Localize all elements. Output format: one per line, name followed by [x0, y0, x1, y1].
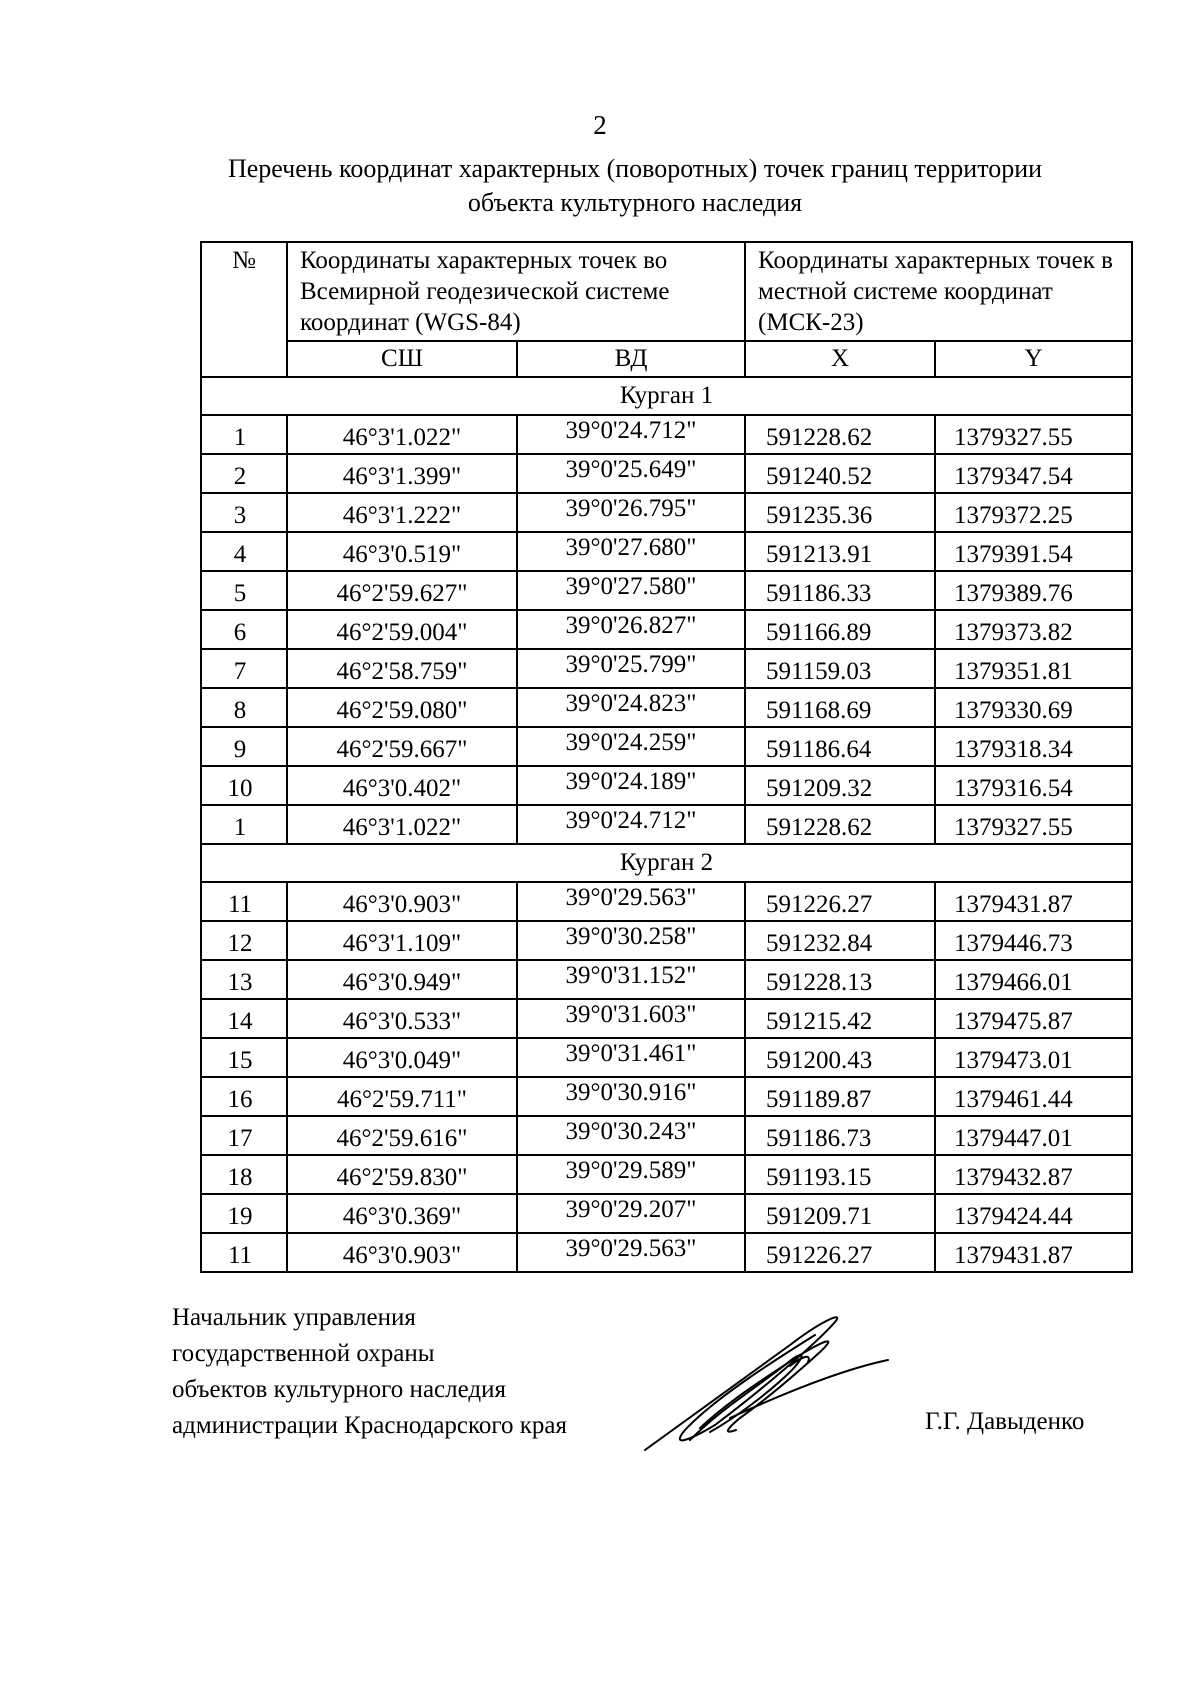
group-title: Курган 2 — [201, 844, 1132, 882]
x-coordinate-cell: 591186.73 — [745, 1116, 935, 1155]
table-row — [201, 532, 1132, 571]
latitude-cell: 46°2'59.627" — [287, 571, 517, 610]
latitude-cell: 46°3'0.402" — [287, 766, 517, 805]
signatory-position-line: администрации Краснодарского края — [172, 1412, 568, 1439]
longitude-cell: 39°0'25.799" — [517, 649, 745, 688]
table-row — [201, 1038, 1132, 1077]
table-row — [201, 415, 1132, 454]
y-coordinate-cell: 1379372.25 — [935, 493, 1132, 532]
point-number-cell: 2 — [201, 454, 287, 493]
point-number-cell: 18 — [201, 1155, 287, 1194]
page-number: 2 — [593, 110, 607, 140]
table-row — [201, 727, 1132, 766]
longitude-cell: 39°0'24.712" — [517, 805, 745, 844]
y-coordinate-cell: 1379347.54 — [935, 454, 1132, 493]
y-coordinate-cell: 1379475.87 — [935, 999, 1132, 1038]
signatory-position-line: объектов культурного наследия — [172, 1376, 506, 1403]
latitude-cell: 46°3'1.022" — [287, 805, 517, 844]
x-coordinate-cell: 591189.87 — [745, 1077, 935, 1116]
longitude-cell: 39°0'26.827" — [517, 610, 745, 649]
y-coordinate-cell: 1379446.73 — [935, 921, 1132, 960]
x-coordinate-cell: 591186.64 — [745, 727, 935, 766]
x-coordinate-cell: 591228.62 — [745, 805, 935, 844]
table-row — [201, 1155, 1132, 1194]
x-coordinate-cell: 591228.62 — [745, 415, 935, 454]
point-number-cell: 6 — [201, 610, 287, 649]
y-coordinate-cell: 1379330.69 — [935, 688, 1132, 727]
point-number-cell: 11 — [201, 882, 287, 921]
point-number-cell: 19 — [201, 1194, 287, 1233]
x-coordinate-cell: 591166.89 — [745, 610, 935, 649]
y-coordinate-cell: 1379461.44 — [935, 1077, 1132, 1116]
signatory-position — [172, 1300, 672, 1444]
y-coordinate-cell: 1379327.55 — [935, 805, 1132, 844]
latitude-cell: 46°3'0.369" — [287, 1194, 517, 1233]
table-row — [201, 1116, 1132, 1155]
point-number-cell: 1 — [201, 805, 287, 844]
x-coordinate-cell: 591209.71 — [745, 1194, 935, 1233]
handwritten-signature — [640, 1300, 900, 1460]
y-coordinate-cell: 1379327.55 — [935, 415, 1132, 454]
x-coordinate-cell: 591213.91 — [745, 532, 935, 571]
header-wgs-coordinates: Координаты характерных точек во Всемирной геодезической системе координат (WGS-84) — [287, 242, 745, 341]
longitude-cell: 39°0'27.580" — [517, 571, 745, 610]
longitude-cell: 39°0'24.712" — [517, 415, 745, 454]
latitude-cell: 46°2'59.667" — [287, 727, 517, 766]
document-title-line-2: объекта культурного наследия — [467, 188, 803, 217]
latitude-cell: 46°3'0.533" — [287, 999, 517, 1038]
x-coordinate-cell: 591193.15 — [745, 1155, 935, 1194]
x-coordinate-cell: 591168.69 — [745, 688, 935, 727]
point-number-cell: 17 — [201, 1116, 287, 1155]
table-row — [201, 805, 1132, 844]
y-coordinate-cell: 1379424.44 — [935, 1194, 1132, 1233]
table-row — [201, 454, 1132, 493]
table-row — [201, 688, 1132, 727]
header-x: X — [745, 341, 935, 377]
header-msk-coordinates: Координаты характерных точек в местной системе координат (МСК-23) — [745, 242, 1132, 341]
x-coordinate-cell: 591159.03 — [745, 649, 935, 688]
x-coordinate-cell: 591186.33 — [745, 571, 935, 610]
point-number-cell: 10 — [201, 766, 287, 805]
y-coordinate-cell: 1379473.01 — [935, 1038, 1132, 1077]
longitude-cell: 39°0'26.795" — [517, 493, 745, 532]
longitude-cell: 39°0'31.461" — [517, 1038, 745, 1077]
latitude-cell: 46°2'59.004" — [287, 610, 517, 649]
longitude-cell: 39°0'29.563" — [517, 1233, 745, 1272]
point-number-cell: 11 — [201, 1233, 287, 1272]
table-row — [201, 649, 1132, 688]
point-number-cell: 7 — [201, 649, 287, 688]
latitude-cell: 46°3'0.049" — [287, 1038, 517, 1077]
point-number-cell: 13 — [201, 960, 287, 999]
y-coordinate-cell: 1379373.82 — [935, 610, 1132, 649]
coordinates-table — [200, 241, 1133, 1273]
y-coordinate-cell: 1379431.87 — [935, 1233, 1132, 1272]
longitude-cell: 39°0'24.823" — [517, 688, 745, 727]
latitude-cell: 46°3'1.399" — [287, 454, 517, 493]
group-title: Курган 1 — [201, 377, 1132, 415]
header-number: № — [201, 242, 287, 377]
longitude-cell: 39°0'31.603" — [517, 999, 745, 1038]
x-coordinate-cell: 591240.52 — [745, 454, 935, 493]
y-coordinate-cell: 1379447.01 — [935, 1116, 1132, 1155]
table-row — [201, 493, 1132, 532]
longitude-cell: 39°0'30.258" — [517, 921, 745, 960]
table-row — [201, 921, 1132, 960]
x-coordinate-cell: 591235.36 — [745, 493, 935, 532]
y-coordinate-cell: 1379391.54 — [935, 532, 1132, 571]
y-coordinate-cell: 1379431.87 — [935, 882, 1132, 921]
y-coordinate-cell: 1379466.01 — [935, 960, 1132, 999]
point-number-cell: 12 — [201, 921, 287, 960]
table-row — [201, 1194, 1132, 1233]
longitude-cell: 39°0'29.589" — [517, 1155, 745, 1194]
x-coordinate-cell: 591232.84 — [745, 921, 935, 960]
signatory-position-line: Начальник управления — [172, 1304, 416, 1331]
table-body — [201, 377, 1132, 1272]
header-longitude: ВД — [517, 341, 745, 377]
latitude-cell: 46°3'0.903" — [287, 1233, 517, 1272]
table-row — [201, 1233, 1132, 1272]
longitude-cell: 39°0'29.563" — [517, 882, 745, 921]
latitude-cell: 46°2'59.711" — [287, 1077, 517, 1116]
document-title-line-1: Перечень координат характерных (поворотных) точек границ территории — [227, 154, 1043, 183]
y-coordinate-cell: 1379351.81 — [935, 649, 1132, 688]
latitude-cell: 46°2'59.616" — [287, 1116, 517, 1155]
point-number-cell: 3 — [201, 493, 287, 532]
longitude-cell: 39°0'27.680" — [517, 532, 745, 571]
point-number-cell: 15 — [201, 1038, 287, 1077]
longitude-cell: 39°0'25.649" — [517, 454, 745, 493]
document-title — [150, 152, 1120, 220]
table-row — [201, 999, 1132, 1038]
latitude-cell: 46°3'0.903" — [287, 882, 517, 921]
table-row — [201, 571, 1132, 610]
table-row — [201, 1077, 1132, 1116]
y-coordinate-cell: 1379432.87 — [935, 1155, 1132, 1194]
table-row — [201, 882, 1132, 921]
point-number-cell: 16 — [201, 1077, 287, 1116]
y-coordinate-cell: 1379389.76 — [935, 571, 1132, 610]
y-coordinate-cell: 1379318.34 — [935, 727, 1132, 766]
y-coordinate-cell: 1379316.54 — [935, 766, 1132, 805]
latitude-cell: 46°2'59.080" — [287, 688, 517, 727]
point-number-cell: 4 — [201, 532, 287, 571]
x-coordinate-cell: 591228.13 — [745, 960, 935, 999]
point-number-cell: 14 — [201, 999, 287, 1038]
signatory-position-line: государственной охраны — [172, 1340, 435, 1367]
longitude-cell: 39°0'24.259" — [517, 727, 745, 766]
point-number-cell: 5 — [201, 571, 287, 610]
x-coordinate-cell: 591209.32 — [745, 766, 935, 805]
longitude-cell: 39°0'31.152" — [517, 960, 745, 999]
table-row — [201, 766, 1132, 805]
point-number-cell: 1 — [201, 415, 287, 454]
longitude-cell: 39°0'29.207" — [517, 1194, 745, 1233]
longitude-cell: 39°0'30.916" — [517, 1077, 745, 1116]
table-row — [201, 960, 1132, 999]
signatory-name: Г.Г. Давыденко — [925, 1408, 1085, 1435]
x-coordinate-cell: 591226.27 — [745, 882, 935, 921]
x-coordinate-cell: 591226.27 — [745, 1233, 935, 1272]
latitude-cell: 46°2'59.830" — [287, 1155, 517, 1194]
header-latitude: СШ — [287, 341, 517, 377]
longitude-cell: 39°0'30.243" — [517, 1116, 745, 1155]
latitude-cell: 46°3'1.022" — [287, 415, 517, 454]
point-number-cell: 8 — [201, 688, 287, 727]
latitude-cell: 46°3'0.519" — [287, 532, 517, 571]
point-number-cell: 9 — [201, 727, 287, 766]
longitude-cell: 39°0'24.189" — [517, 766, 745, 805]
group-row — [201, 377, 1132, 415]
header-y: Y — [935, 341, 1132, 377]
group-row — [201, 844, 1132, 882]
latitude-cell: 46°3'0.949" — [287, 960, 517, 999]
x-coordinate-cell: 591200.43 — [745, 1038, 935, 1077]
latitude-cell: 46°3'1.109" — [287, 921, 517, 960]
x-coordinate-cell: 591215.42 — [745, 999, 935, 1038]
latitude-cell: 46°2'58.759" — [287, 649, 517, 688]
latitude-cell: 46°3'1.222" — [287, 493, 517, 532]
table-row — [201, 610, 1132, 649]
